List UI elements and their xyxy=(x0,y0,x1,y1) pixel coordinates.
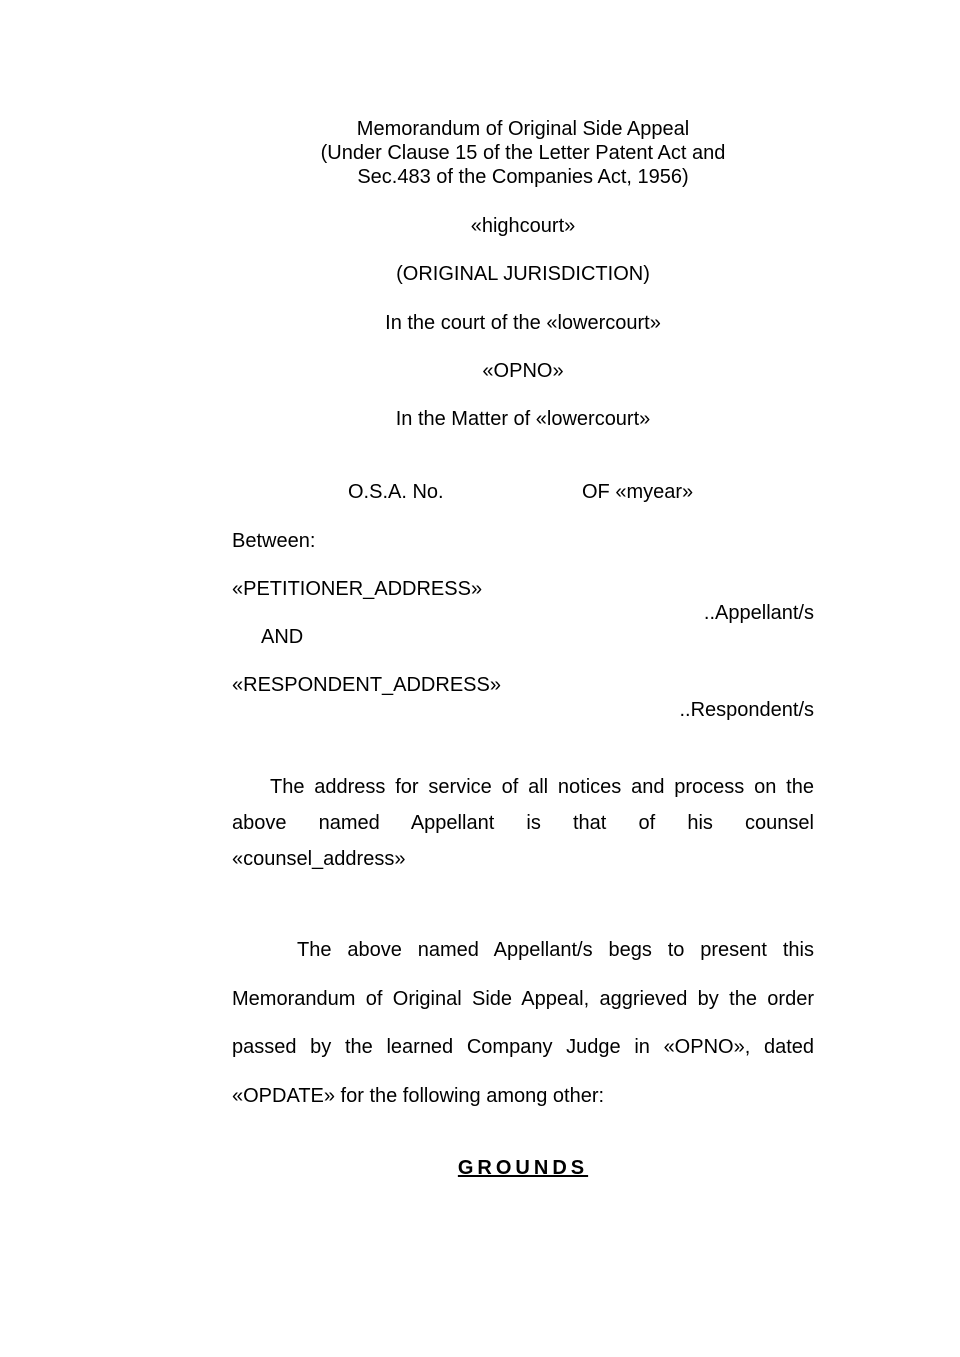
presentation-paragraph-row: Memorandum of Original Side Appeal, aggrieved by the order xyxy=(232,987,814,1010)
and-label: AND xyxy=(261,626,304,648)
respondent-address-field: «RESPONDENT_ADDRESS» xyxy=(232,674,501,696)
presentation-paragraph-row: passed by the learned Company Judge in «OPNO», dated xyxy=(232,1036,814,1058)
grounds-title-wrapper xyxy=(232,1156,814,1180)
presentation-paragraph-row: «OPDATE» for the following among other: xyxy=(232,1084,605,1107)
service-paragraph-row: above named Appellant is that of his counsel xyxy=(232,812,814,834)
jurisdiction-label: (ORIGINAL JURISDICTION) xyxy=(396,263,650,285)
opno-field: «OPNO» xyxy=(482,360,564,382)
matter-line: In the Matter of «lowercourt» xyxy=(395,408,651,430)
osa-number-label: O.S.A. No. xyxy=(348,481,444,503)
heading-line-1: Memorandum of Original Side Appeal xyxy=(356,118,690,140)
highcourt-field: «highcourt» xyxy=(470,215,576,237)
service-address-paragraph xyxy=(232,769,814,877)
service-paragraph-row: The address for service of all notices and process on the xyxy=(270,776,814,798)
grounds-title: GROUNDS xyxy=(457,1157,589,1179)
petitioner-address-field: «PETITIONER_ADDRESS» xyxy=(232,578,483,600)
appellant-label: ..Appellant/s xyxy=(703,602,814,624)
service-paragraph-row: «counsel_address» xyxy=(232,848,406,870)
between-label: Between: xyxy=(232,530,316,552)
respondent-label: ..Respondent/s xyxy=(679,699,814,721)
presentation-paragraph xyxy=(232,926,814,1120)
presentation-paragraph-row: The above named Appellant/s begs to present this xyxy=(297,939,814,961)
lower-court-line: In the court of the «lowercourt» xyxy=(385,312,661,334)
heading-line-3: Sec.483 of the Companies Act, 1956) xyxy=(357,166,689,188)
heading-line-2: (Under Clause 15 of the Letter Patent Act and xyxy=(320,142,726,164)
osa-year-label: OF «myear» xyxy=(582,481,694,503)
